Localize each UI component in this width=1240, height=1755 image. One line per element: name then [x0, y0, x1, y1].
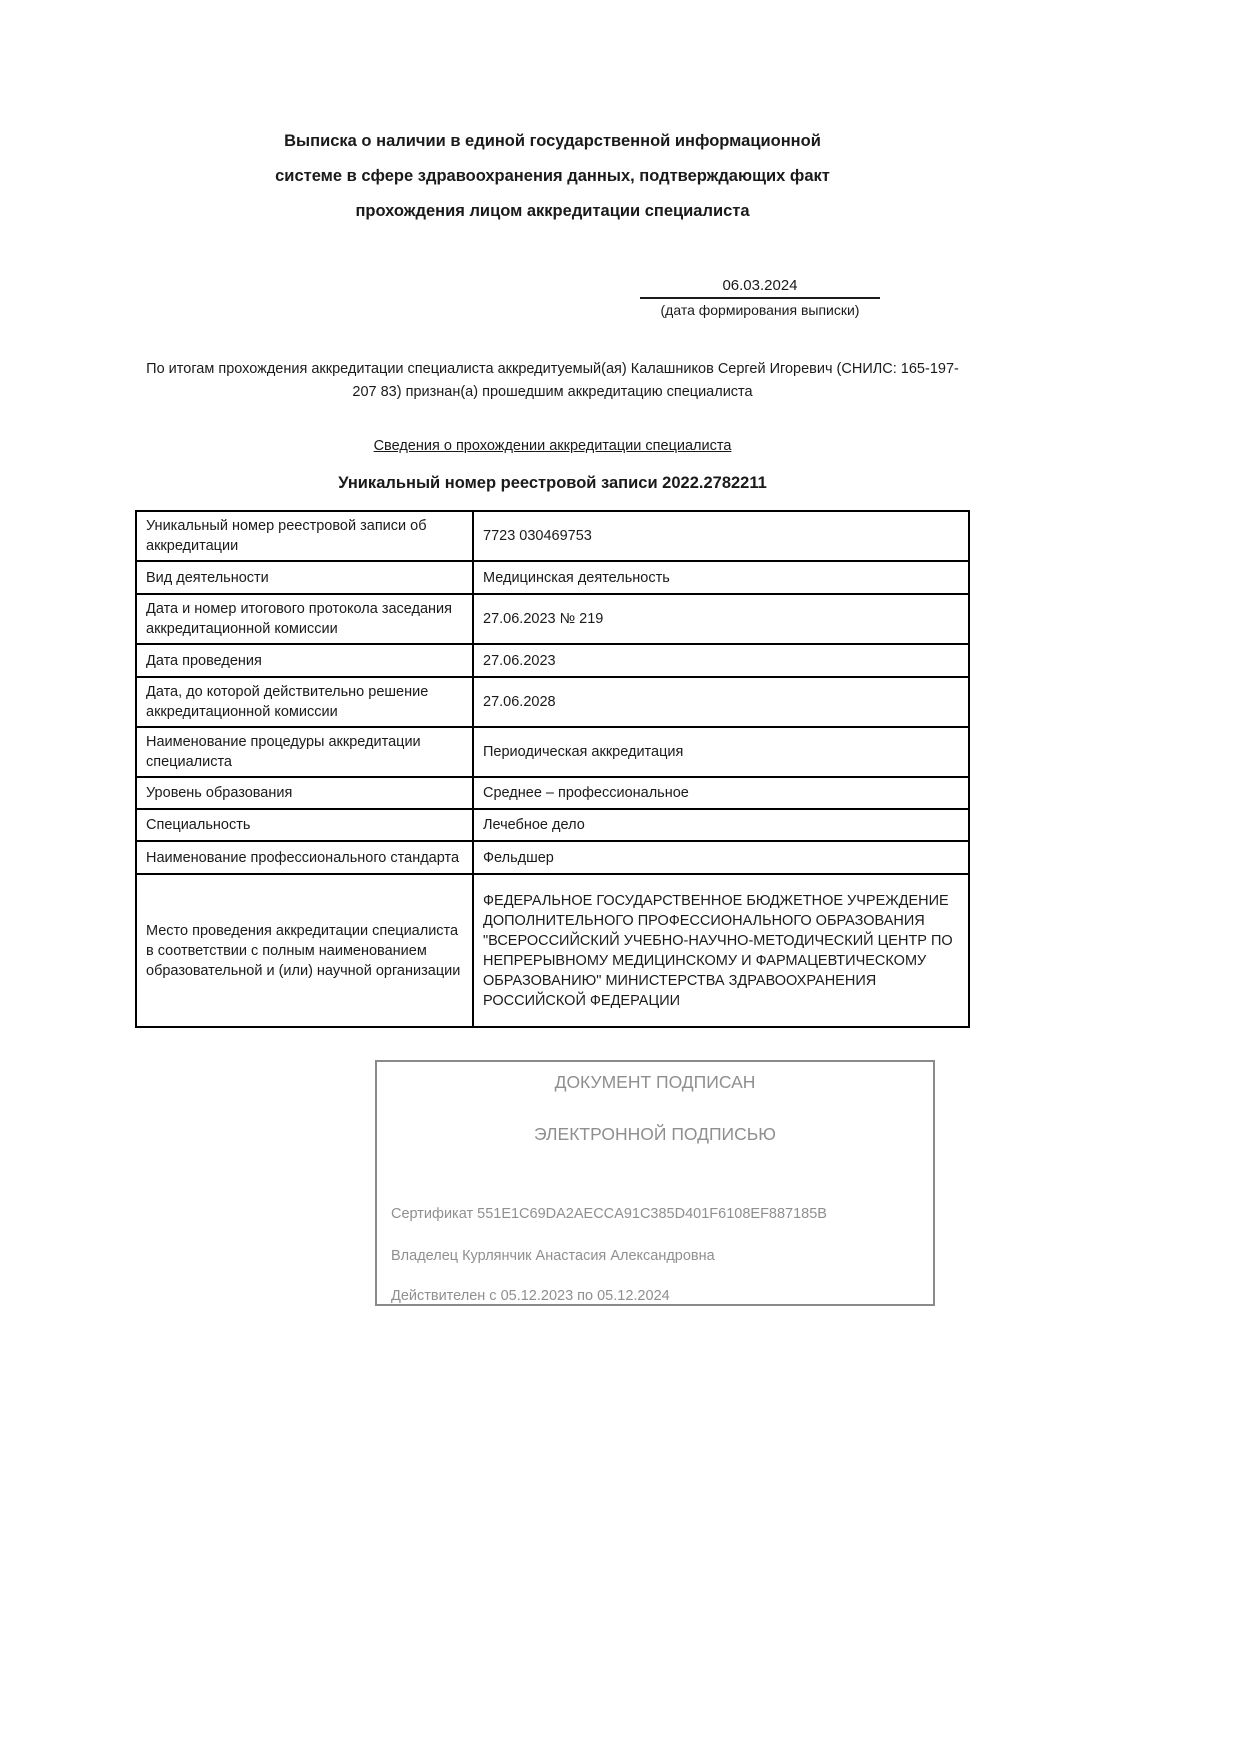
signature-certificate: Сертификат 551E1C69DA2AECCA91C385D401F6108EF887185B [391, 1206, 827, 1222]
row-value: Среднее – профессиональное [473, 777, 969, 809]
row-label: Вид деятельности [136, 561, 473, 594]
table-row [136, 677, 969, 727]
table-row [136, 511, 969, 561]
row-label: Уровень образования [136, 777, 473, 809]
table-row [136, 727, 969, 777]
row-value: Медицинская деятельность [473, 561, 969, 594]
row-label: Наименование процедуры аккредитации специалиста [136, 727, 473, 777]
table-row [136, 874, 969, 1027]
formation-date-value: 06.03.2024 [640, 277, 880, 299]
row-label: Дата и номер итогового протокола заседания аккредитационной комиссии [136, 594, 473, 644]
table-row [136, 809, 969, 841]
section-heading: Сведения о прохождении аккредитации специалиста [373, 438, 732, 454]
row-value: 7723 030469753 [473, 511, 969, 561]
intro-paragraph: По итогам прохождения аккредитации специалиста аккредитуемый(ая) Калашников Сергей Игоревич (СНИЛС: 165-197-207 83) признан(а) прошедшим аккредитацию специалиста [146, 361, 959, 400]
signature-title-line2: ЭЛЕКТРОННОЙ ПОДПИСЬЮ [534, 1124, 776, 1144]
row-value: Периодическая аккредитация [473, 727, 969, 777]
accreditation-table [135, 510, 970, 1028]
row-value: 27.06.2023 [473, 644, 969, 677]
page-title [135, 0, 970, 229]
signature-validity: Действителен с 05.12.2023 по 05.12.2024 [391, 1288, 670, 1304]
page-title-line: системе в сфере здравоохранения данных, подтверждающих факт [275, 167, 830, 185]
row-label: Дата проведения [136, 644, 473, 677]
electronic-signature-stamp [375, 1060, 935, 1306]
row-value: Лечебное дело [473, 809, 969, 841]
signature-title-line1: ДОКУМЕНТ ПОДПИСАН [554, 1072, 756, 1092]
formation-date-block [640, 277, 880, 318]
formation-date-caption: (дата формирования выписки) [660, 302, 860, 318]
row-label: Дата, до которой действительно решение аккредитационной комиссии [136, 677, 473, 727]
table-row [136, 841, 969, 874]
registry-number-heading: Уникальный номер реестровой записи 2022.2782211 [338, 474, 767, 492]
row-value: 27.06.2028 [473, 677, 969, 727]
table-row [136, 777, 969, 809]
document-content [135, 0, 970, 1306]
table-row [136, 594, 969, 644]
row-value: 27.06.2023 № 219 [473, 594, 969, 644]
signature-owner: Владелец Курлянчик Анастасия Александровна [391, 1248, 715, 1264]
row-label: Место проведения аккредитации специалиста в соответствии с полным наименованием образовательной и (или) научной организации [136, 874, 473, 1027]
page-title-line: Выписка о наличии в единой государственной информационной [284, 132, 821, 150]
row-label: Уникальный номер реестровой записи об аккредитации [136, 511, 473, 561]
row-label: Специальность [136, 809, 473, 841]
table-row [136, 561, 969, 594]
page-title-line: прохождения лицом аккредитации специалиста [355, 202, 750, 220]
row-value: Фельдшер [473, 841, 969, 874]
row-label: Наименование профессионального стандарта [136, 841, 473, 874]
row-value: ФЕДЕРАЛЬНОЕ ГОСУДАРСТВЕННОЕ БЮДЖЕТНОЕ УЧРЕЖДЕНИЕ ДОПОЛНИТЕЛЬНОГО ПРОФЕССИОНАЛЬНОГО ОБРАЗОВАНИЯ "ВСЕРОССИЙСКИЙ УЧЕБНО-НАУЧНО-МЕТОДИЧЕСКИЙ ЦЕНТР ПО НЕПРЕРЫВНОМУ МЕДИЦИНСКОМУ И ФАРМАЦЕВТИЧЕСКОМУ ОБРАЗОВАНИЮ" МИНИСТЕРСТВА ЗДРАВООХРАНЕНИЯ РОССИЙСКОЙ ФЕДЕРАЦИИ [473, 874, 969, 1027]
table-row [136, 644, 969, 677]
